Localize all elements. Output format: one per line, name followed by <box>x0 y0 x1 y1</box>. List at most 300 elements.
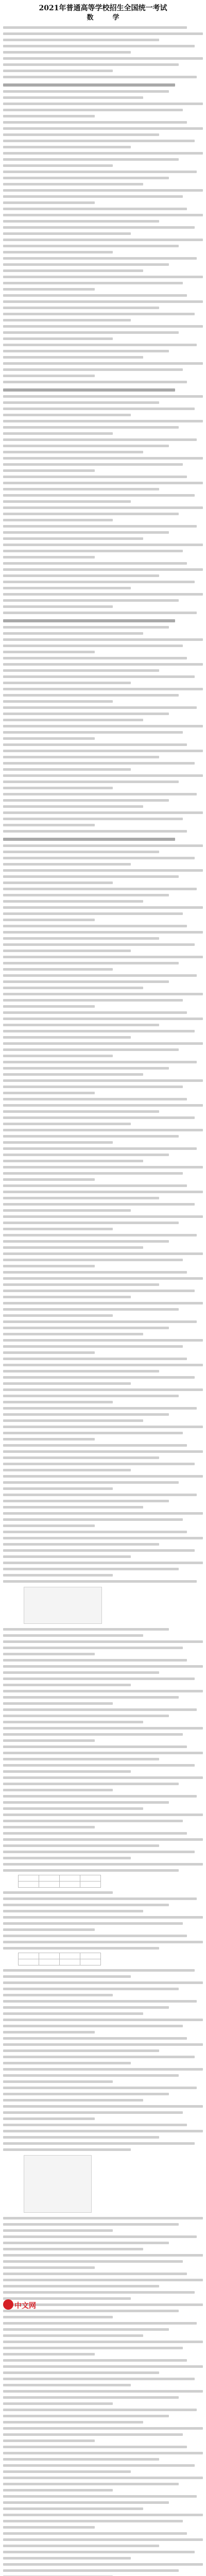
text-line-placeholder <box>3 506 203 509</box>
text-line-placeholder <box>3 1320 197 1323</box>
text-line-placeholder <box>3 408 195 410</box>
text-line-placeholder <box>3 1351 95 1354</box>
text-line-placeholder <box>3 1463 195 1465</box>
text-line-placeholder <box>3 706 197 709</box>
text-line-placeholder <box>3 1795 197 1798</box>
text-line-placeholder <box>3 1172 183 1175</box>
text-line-placeholder <box>3 1358 187 1360</box>
text-line-placeholder <box>3 1994 113 1996</box>
text-line-placeholder <box>3 857 195 859</box>
text-line-placeholder <box>3 2235 197 2238</box>
text-line-placeholder <box>3 1154 169 1156</box>
text-line-placeholder <box>3 1690 203 1692</box>
text-line-placeholder <box>3 824 95 826</box>
text-line-placeholder <box>3 1826 95 1828</box>
text-line-placeholder <box>3 2328 169 2331</box>
text-line-placeholder <box>3 844 203 847</box>
text-line-placeholder <box>3 2124 187 2126</box>
text-line-placeholder <box>3 1407 197 1410</box>
text-line-placeholder <box>3 1647 183 1649</box>
text-line-placeholder <box>3 282 183 284</box>
table-placeholder <box>19 1953 203 1965</box>
text-line-placeholder <box>3 251 113 253</box>
text-line-placeholder <box>3 1308 179 1311</box>
text-line-placeholder <box>3 133 159 136</box>
text-line-placeholder <box>3 1494 197 1496</box>
text-line-placeholder <box>3 164 113 167</box>
text-line-placeholder <box>3 2242 169 2244</box>
text-line-placeholder <box>3 1302 203 1304</box>
text-line-placeholder <box>3 2483 179 2485</box>
text-line-placeholder <box>3 2415 169 2417</box>
table-cell <box>80 1881 101 1888</box>
text-line-placeholder <box>3 1640 203 1643</box>
text-line-placeholder <box>3 2464 195 2467</box>
text-line-placeholder <box>3 195 183 198</box>
text-line-placeholder <box>3 544 203 546</box>
text-line-placeholder <box>3 146 131 148</box>
text-line-placeholder <box>3 937 159 940</box>
text-line-placeholder <box>3 737 95 740</box>
text-line-placeholder <box>3 1376 195 1379</box>
text-line-placeholder <box>3 894 169 896</box>
text-line-placeholder <box>3 350 169 352</box>
text-line-placeholder <box>3 632 143 635</box>
text-line-placeholder <box>3 626 169 629</box>
text-line-placeholder <box>3 1209 131 1212</box>
text-line-placeholder <box>3 83 175 87</box>
text-line-placeholder <box>3 469 95 472</box>
text-line-placeholder <box>3 344 197 346</box>
text-line-placeholder <box>3 968 113 971</box>
text-line-placeholder <box>3 2563 203 2566</box>
text-line-placeholder <box>3 1941 203 1943</box>
text-line-placeholder <box>3 1671 159 1674</box>
text-line-placeholder <box>3 519 113 521</box>
text-line-placeholder <box>3 457 203 460</box>
text-line-placeholder <box>3 2012 143 2015</box>
text-line-placeholder <box>3 1364 203 1366</box>
text-line-placeholder <box>3 2501 169 2504</box>
text-line-placeholder <box>3 750 203 752</box>
text-line-placeholder <box>3 214 203 216</box>
text-line-placeholder <box>3 1863 203 1866</box>
exam-page <box>3 2 203 2576</box>
text-line-placeholder <box>3 993 203 995</box>
text-line-placeholder <box>3 368 183 371</box>
text-line-placeholder <box>3 581 195 583</box>
text-line-placeholder <box>3 2384 131 2386</box>
text-line-placeholder <box>3 1450 203 1453</box>
exam-title: 2021年普通高等学校招生全国统一考试 <box>39 4 167 12</box>
text-line-placeholder <box>3 2446 187 2448</box>
text-line-placeholder <box>3 2514 203 2516</box>
text-line-placeholder <box>3 239 203 241</box>
text-line-placeholder <box>3 438 197 441</box>
text-line-placeholder <box>3 2056 195 2058</box>
text-line-placeholder <box>3 1469 131 1471</box>
text-line-placeholder <box>3 2254 203 2257</box>
text-line-placeholder <box>3 1438 95 1440</box>
text-line-placeholder <box>3 531 169 534</box>
text-line-placeholder <box>3 1042 203 1045</box>
text-line-placeholder <box>3 1770 131 1773</box>
text-line-placeholder <box>3 2285 159 2287</box>
text-line-placeholder <box>3 980 169 983</box>
text-line-placeholder <box>3 257 197 260</box>
text-line-placeholder <box>3 183 143 185</box>
text-line-placeholder <box>3 719 143 721</box>
text-line-placeholder <box>3 1061 197 1063</box>
text-line-placeholder <box>3 1005 95 1008</box>
text-line-placeholder <box>3 1988 179 1990</box>
text-line-placeholder <box>3 127 203 130</box>
text-line-placeholder <box>3 1549 195 1552</box>
text-line-placeholder <box>3 2557 131 2560</box>
text-line-placeholder <box>3 875 179 878</box>
text-line-placeholder <box>3 2229 113 2232</box>
text-line-placeholder <box>3 1141 113 1144</box>
text-line-placeholder <box>3 276 203 278</box>
text-line-placeholder <box>3 208 187 210</box>
text-line-placeholder <box>3 2223 179 2226</box>
text-line-placeholder <box>3 950 131 952</box>
text-line-placeholder <box>3 2477 203 2479</box>
text-line-placeholder <box>3 2043 203 2046</box>
text-line-placeholder <box>3 1283 159 1286</box>
text-line-placeholder <box>3 1857 131 1859</box>
text-line-placeholder <box>3 912 183 915</box>
text-line-placeholder <box>3 2248 143 2250</box>
text-line-placeholder <box>3 288 95 291</box>
text-line-placeholder <box>3 1413 169 1416</box>
text-line-placeholder <box>3 1574 113 1577</box>
text-line-placeholder <box>3 32 203 35</box>
text-line-placeholder <box>3 1432 183 1434</box>
text-line-placeholder <box>3 445 169 447</box>
text-line-placeholder <box>3 743 187 746</box>
text-line-placeholder <box>3 2142 195 2145</box>
text-line-placeholder <box>3 2402 113 2405</box>
text-line-placeholder <box>3 2105 203 2108</box>
text-line-placeholder <box>3 587 131 589</box>
text-line-placeholder <box>3 1891 113 1894</box>
text-line-placeholder <box>3 700 113 703</box>
text-line-placeholder <box>3 830 187 833</box>
text-line-placeholder <box>3 838 175 841</box>
text-line-placeholder <box>3 1160 143 1162</box>
text-line-placeholder <box>3 2371 159 2374</box>
text-line-placeholder <box>3 1562 203 1564</box>
text-line-placeholder <box>3 851 159 853</box>
text-line-placeholder <box>3 1388 203 1391</box>
text-line-placeholder <box>3 2117 95 2120</box>
text-line-placeholder <box>3 925 187 927</box>
table-placeholder <box>19 1875 203 1888</box>
text-line-placeholder <box>3 1935 187 1937</box>
text-line-placeholder <box>3 2569 179 2572</box>
text-line-placeholder <box>3 1555 131 1558</box>
text-line-placeholder <box>3 476 187 478</box>
text-line-placeholder <box>3 1543 159 1546</box>
watermark-text: 中文网 <box>14 2302 36 2310</box>
text-line-placeholder <box>3 550 183 552</box>
text-line-placeholder <box>3 2006 169 2009</box>
text-line-placeholder <box>3 1215 203 1218</box>
text-line-placeholder <box>3 882 113 884</box>
table-cell <box>18 1881 39 1888</box>
text-line-placeholder <box>3 931 203 934</box>
text-line-placeholder <box>3 2111 183 2114</box>
text-line-placeholder <box>3 140 195 142</box>
figure-placeholder <box>24 2155 92 2213</box>
text-line-placeholder <box>3 1838 203 1841</box>
text-line-placeholder <box>3 2551 195 2553</box>
text-line-placeholder <box>3 999 183 1002</box>
text-line-placeholder <box>3 818 183 820</box>
text-line-placeholder <box>3 713 169 715</box>
table-cell <box>18 1959 39 1965</box>
text-line-placeholder <box>3 1147 197 1150</box>
text-line-placeholder <box>3 1265 95 1267</box>
text-line-placeholder <box>3 1228 113 1230</box>
text-line-placeholder <box>3 2526 95 2529</box>
text-line-placeholder <box>3 1092 95 1094</box>
text-line-placeholder <box>3 1500 169 1502</box>
text-line-placeholder <box>3 1696 179 1699</box>
text-line-placeholder <box>3 103 203 105</box>
text-line-placeholder <box>3 1252 203 1255</box>
text-line-placeholder <box>3 1067 169 1070</box>
text-line-placeholder <box>3 768 131 771</box>
text-line-placeholder <box>3 1975 131 1978</box>
text-line-placeholder <box>3 1339 203 1342</box>
text-line-placeholder <box>3 90 169 93</box>
text-line-placeholder <box>3 2148 131 2151</box>
text-line-placeholder <box>3 1684 131 1686</box>
text-line-placeholder <box>3 1271 187 1274</box>
text-line-placeholder <box>3 694 179 697</box>
text-line-placeholder <box>3 2545 159 2547</box>
text-line-placeholder <box>3 220 159 223</box>
text-line-placeholder <box>3 356 143 359</box>
text-line-placeholder <box>3 605 113 608</box>
text-line-placeholder <box>3 1184 187 1187</box>
text-line-placeholder <box>3 2316 113 2318</box>
text-line-placeholder <box>3 811 203 814</box>
text-line-placeholder <box>3 1897 197 1900</box>
text-line-placeholder <box>3 2378 195 2380</box>
text-line-placeholder <box>3 793 197 795</box>
text-line-placeholder <box>3 1222 179 1224</box>
text-line-placeholder <box>3 1904 169 1906</box>
text-line-placeholder <box>3 1055 113 1057</box>
text-line-placeholder <box>3 1178 95 1181</box>
text-line-placeholder <box>3 2260 183 2263</box>
text-line-placeholder <box>3 1296 131 1298</box>
text-line-placeholder <box>3 2031 95 2033</box>
text-line-placeholder <box>3 1721 143 1723</box>
watermark-logo-icon <box>3 2299 13 2310</box>
text-line-placeholder <box>3 463 183 466</box>
text-line-placeholder <box>3 574 159 577</box>
text-line-placeholder <box>3 675 195 678</box>
text-line-placeholder <box>3 1844 159 1847</box>
text-line-placeholder <box>3 774 203 777</box>
text-line-placeholder <box>3 1733 183 1736</box>
text-line-placeholder <box>3 645 183 647</box>
text-line-placeholder <box>3 1851 195 1853</box>
text-line-placeholder <box>3 494 195 497</box>
text-line-placeholder <box>3 57 203 60</box>
text-line-placeholder <box>3 1327 169 1329</box>
text-line-placeholder <box>3 171 197 173</box>
text-line-placeholder <box>3 1086 183 1088</box>
text-line-placeholder <box>3 1665 203 1668</box>
text-line-placeholder <box>3 663 203 666</box>
text-line-placeholder <box>3 70 113 72</box>
text-line-placeholder <box>3 1752 203 1754</box>
text-line-placeholder <box>3 158 179 161</box>
text-line-placeholder <box>3 1197 159 1199</box>
text-line-placeholder <box>3 2538 203 2541</box>
text-line-placeholder <box>3 1653 95 1655</box>
text-line-placeholder <box>3 956 203 958</box>
text-line-placeholder <box>3 1246 143 1249</box>
text-line-placeholder <box>3 619 175 622</box>
text-line-placeholder <box>3 319 131 321</box>
text-line-placeholder <box>3 1073 143 1076</box>
text-line-placeholder <box>3 1290 195 1292</box>
text-line-placeholder <box>3 1048 179 1051</box>
text-line-placeholder <box>3 2575 113 2576</box>
text-line-placeholder <box>3 2291 195 2294</box>
text-line-placeholder <box>3 426 179 429</box>
text-line-placeholder <box>3 51 131 54</box>
text-line-placeholder <box>3 115 95 117</box>
text-line-placeholder <box>3 1475 203 1478</box>
text-line-placeholder <box>3 2087 197 2089</box>
text-line-placeholder <box>3 987 143 989</box>
text-line-placeholder <box>3 2365 203 2368</box>
text-line-placeholder <box>3 943 195 946</box>
text-line-placeholder <box>3 762 195 765</box>
text-line-placeholder <box>3 488 159 490</box>
text-line-placeholder <box>3 263 169 266</box>
text-line-placeholder <box>3 688 203 690</box>
text-line-placeholder <box>3 1191 203 1193</box>
text-line-placeholder <box>3 1702 113 1705</box>
table-cell <box>59 1881 80 1888</box>
text-line-placeholder <box>3 1098 187 1100</box>
text-line-placeholder <box>3 152 203 155</box>
table-cell <box>39 1881 60 1888</box>
text-line-placeholder <box>3 1487 113 1490</box>
text-line-placeholder <box>3 2390 203 2393</box>
text-line-placeholder <box>3 612 197 614</box>
text-line-placeholder <box>3 1922 183 1925</box>
text-line-placeholder <box>3 1531 187 1533</box>
text-line-placeholder <box>3 2520 183 2522</box>
text-line-placeholder <box>3 96 143 99</box>
text-line-placeholder <box>3 2507 143 2510</box>
exam-subject: 数 学 <box>87 14 126 22</box>
text-line-placeholder <box>3 2353 95 2355</box>
text-line-placeholder <box>3 1481 179 1484</box>
watermark <box>3 2298 39 2311</box>
text-line-placeholder <box>3 2452 203 2454</box>
text-line-placeholder <box>3 1739 95 1742</box>
text-line-placeholder <box>3 1916 203 1919</box>
text-line-placeholder <box>3 1314 113 1317</box>
text-line-placeholder <box>3 781 179 783</box>
text-line-placeholder <box>3 1708 197 1711</box>
text-line-placeholder <box>3 414 131 416</box>
text-line-placeholder <box>3 1801 169 1804</box>
text-line-placeholder <box>3 556 95 558</box>
text-line-placeholder <box>3 525 197 528</box>
text-line-placeholder <box>3 906 203 909</box>
text-line-placeholder <box>3 2099 143 2102</box>
text-line-placeholder <box>3 2334 143 2337</box>
text-line-placeholder <box>3 1116 195 1119</box>
text-line-placeholder <box>3 919 95 921</box>
text-line-placeholder <box>3 375 95 377</box>
text-line-placeholder <box>3 331 179 334</box>
text-line-placeholder <box>3 482 203 484</box>
text-line-placeholder <box>3 1981 203 1984</box>
text-line-placeholder <box>3 362 203 365</box>
text-line-placeholder <box>3 888 197 890</box>
text-line-placeholder <box>3 1506 143 1509</box>
text-line-placeholder <box>3 725 203 727</box>
text-line-placeholder <box>3 1568 179 1570</box>
text-line-placeholder <box>3 1524 95 1527</box>
text-line-placeholder <box>3 669 159 672</box>
text-line-placeholder <box>3 593 203 596</box>
text-line-placeholder <box>3 651 95 653</box>
text-line-placeholder <box>3 1807 143 1810</box>
text-line-placeholder <box>3 1234 197 1236</box>
text-line-placeholder <box>3 2049 159 2052</box>
text-line-placeholder <box>3 63 179 66</box>
text-line-placeholder <box>3 1444 187 1447</box>
text-line-placeholder <box>3 401 159 404</box>
exam-body <box>3 26 203 2576</box>
text-line-placeholder <box>3 1518 183 1521</box>
text-line-placeholder <box>3 1776 203 1779</box>
text-line-placeholder <box>3 1395 179 1397</box>
text-line-placeholder <box>3 451 143 453</box>
text-line-placeholder <box>3 2458 159 2461</box>
text-line-placeholder <box>3 1382 131 1385</box>
text-line-placeholder <box>3 2439 95 2442</box>
text-line-placeholder <box>3 1135 179 1138</box>
text-line-placeholder <box>3 1345 183 1348</box>
text-line-placeholder <box>3 2347 183 2349</box>
text-line-placeholder <box>3 513 179 515</box>
text-line-placeholder <box>3 2421 143 2424</box>
text-line-placeholder <box>3 1401 113 1403</box>
text-line-placeholder <box>3 568 203 571</box>
text-line-placeholder <box>3 2273 187 2275</box>
text-line-placeholder <box>3 2136 159 2139</box>
table-cell <box>59 1959 80 1965</box>
text-line-placeholder <box>3 2217 203 2219</box>
text-line-placeholder <box>3 1910 143 1912</box>
text-line-placeholder <box>3 2074 179 2077</box>
text-line-placeholder <box>3 1426 203 1428</box>
